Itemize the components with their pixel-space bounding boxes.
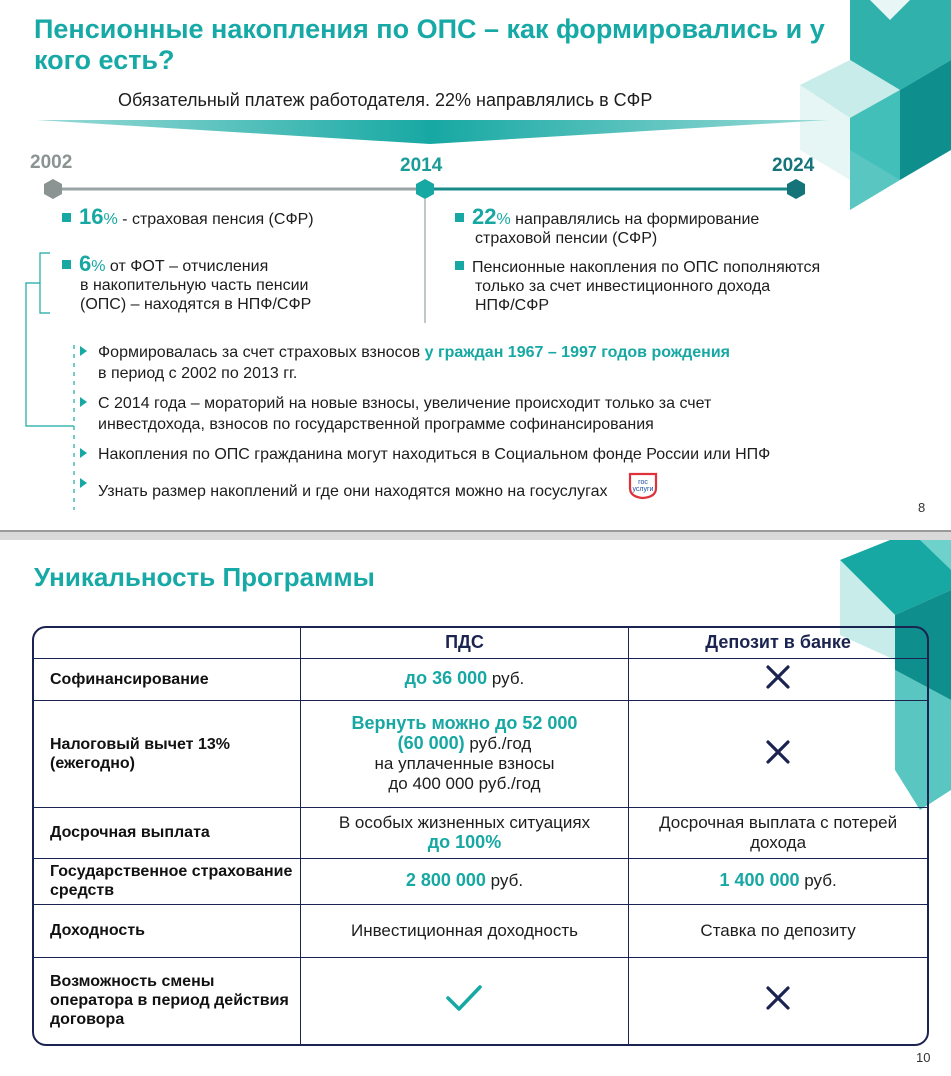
deposit-cell: Ставка по депозиту [629,905,927,958]
slide-10 [0,540,951,1076]
bullet-icon [62,213,71,222]
row-label: Возможность смены оператора в период действия договора [34,957,300,1044]
cross-icon [764,663,792,691]
comparison-table [32,626,929,1046]
left-item-funded: 6% от ФОТ – отчисления в накопительную часть пенсии (ОПС) – находятся в НПФ/СФР [62,254,311,314]
bullet-icon [62,260,71,269]
deposit-cell [629,658,927,700]
year-2014-label: 2014 [400,155,443,176]
svg-text:гос: гос [638,479,648,486]
deposit-cell: 1 400 000 руб. [629,858,927,904]
cross-icon [764,738,792,766]
table-row [34,658,927,700]
deposit-cell [629,701,927,808]
table-row [34,957,927,1044]
slide-title: Пенсионные накопления по ОПС – как формировались и у кого есть? [34,14,825,75]
header-empty [34,628,300,658]
slide-8 [0,0,951,530]
deposit-cell [629,957,927,1044]
row-label: Досрочная выплата [34,808,300,858]
slide-divider [0,530,951,540]
left-item-insurance: 16% - страховая пенсия (СФР) [62,207,314,229]
timeline-node-2024 [787,179,805,199]
arrow-bullet-icon [80,478,87,488]
gosuslugi-logo[interactable] [626,470,660,506]
cross-icon [764,984,792,1012]
table-row [34,701,927,808]
svg-text:услуги: услуги [632,486,654,493]
arrow-bullet-icon [80,346,87,356]
pds-cell: Инвестиционная доходность [300,905,628,958]
timeline-node-2002 [44,179,62,199]
table-header-row [34,628,927,658]
pds-cell: В особых жизненных ситуациях до 100% [300,808,628,858]
header-pds: ПДС [300,628,628,658]
check-icon [445,984,483,1012]
row-label: Государственное страхование средств [34,858,300,904]
table-row [34,808,927,858]
row-label: Софинансирование [34,658,300,700]
bullet-icon [455,213,464,222]
bullet-icon [455,261,464,270]
arrow-bullet-icon [80,448,87,458]
info-list [80,342,910,519]
deposit-cell: Досрочная выплата с потерей дохода [629,808,927,858]
timeline-node-2014 [416,179,434,199]
pds-cell: Вернуть можно до 52 000 (60 000) руб./год на уплаченные взносы до 400 000 руб./год [300,701,628,808]
table-row [34,905,927,958]
arrow-bullet-icon [80,397,87,407]
header-deposit: Депозит в банке [629,628,927,658]
pds-cell: до 36 000 руб. [300,658,628,700]
right-item-savings: Пенсионные накопления по ОПС пополняются только за счет инвестиционного дохода НПФ/СФР [455,258,820,315]
pds-cell [300,957,628,1044]
slide-subtitle: Обязательный платеж работодателя. 22% направлялись в СФР [118,90,653,110]
pds-cell: 2 800 000 руб. [300,858,628,904]
table-row [34,858,927,904]
list-item: С 2014 года – мораторий на новые взносы, увеличение происходит только за счет инвестдохода, взносов по государственной программе софинансирования [80,393,910,435]
year-2002-label: 2002 [30,152,73,173]
right-item-22pct: 22% направлялись на формирование страховой пенсии (СФР) [455,207,759,248]
list-item: Узнать размер накоплений и где они находятся можно на госуслугах гос услуги [80,474,910,510]
year-2024-label: 2024 [772,155,815,176]
slide-title: Уникальность Программы [34,562,375,592]
row-label: Доходность [34,905,300,958]
list-item: Формировалась за счет страховых взносов у граждан 1967 – 1997 годов рождения в период с 2002 по 2013 гг. [80,342,910,384]
page-number: 10 [916,1050,931,1065]
row-label: Налоговый вычет 13% (ежегодно) [34,701,300,808]
page-number: 8 [918,500,926,515]
subtitle-banner-wedge [0,112,951,152]
list-item: Накопления по ОПС гражданина могут находиться в Социальном фонде России или НПФ [80,444,910,465]
